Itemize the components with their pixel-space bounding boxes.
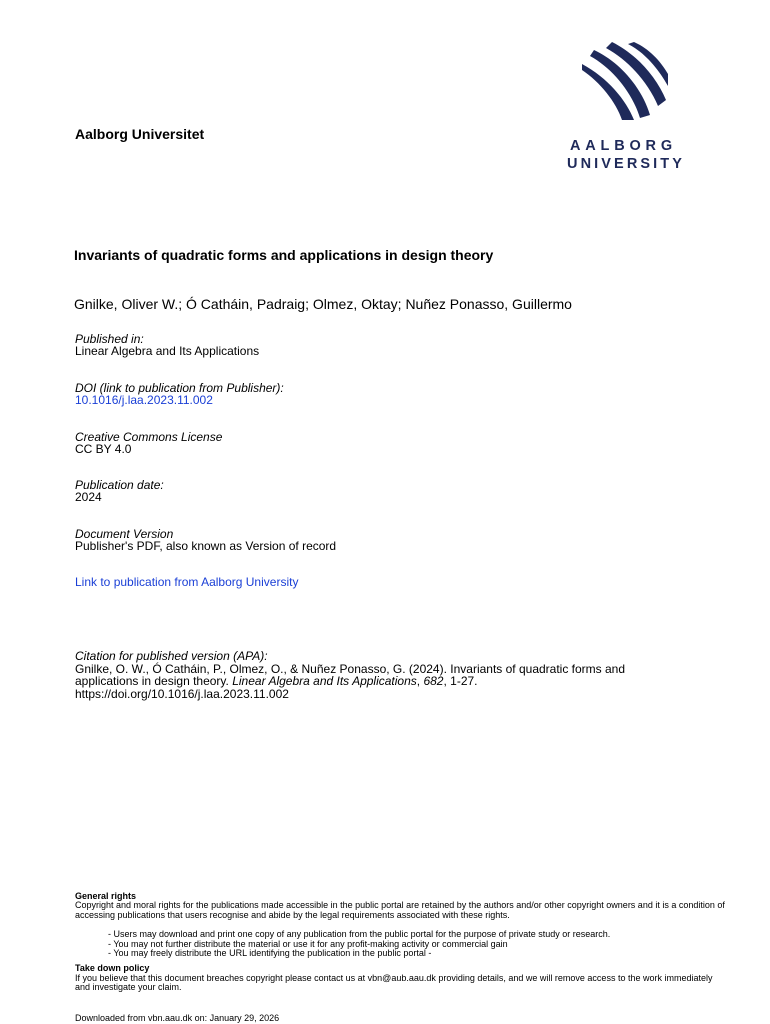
doi-link[interactable]: 10.1016/j.laa.2023.11.002	[75, 393, 213, 407]
rights-list-item: - You may freely distribute the URL identifying the publication in the public portal -	[108, 948, 432, 959]
takedown-text: If you believe that this document breaches copyright please contact us at vbn@aub.aau.dk providing details, and we will remove access to the work immediately and investigate your claim.	[75, 972, 713, 993]
publication-date-value: 2024	[75, 490, 102, 504]
citation-block	[75, 650, 675, 700]
takedown-heading: Take down policy	[75, 963, 150, 974]
license-value: CC BY 4.0	[75, 442, 132, 456]
license-label: Creative Commons License	[75, 430, 223, 444]
citation-label: Citation for published version (APA):	[75, 649, 268, 663]
publication-title: Invariants of quadratic forms and applications in design theory	[74, 247, 494, 263]
logo-wordmark-university: UNIVERSITY	[567, 156, 686, 172]
citation-url: https://doi.org/10.1016/j.laa.2023.11.002	[75, 686, 289, 701]
license-field	[75, 431, 222, 455]
citation-text	[75, 663, 675, 688]
rights-block	[75, 892, 725, 993]
document-version-value: Publisher's PDF, also known as Version of record	[75, 539, 337, 553]
rights-list	[75, 930, 725, 958]
citation-sep: ,	[416, 674, 424, 688]
general-rights-text: Copyright and moral rights for the publications made accessible in the public portal are retained by the authors and/or other copyright owners and it is a condition of accessing publications that users recognise and abide by the legal requirements associated with these rights.	[75, 900, 725, 920]
waves-logo-icon	[582, 42, 668, 120]
institution-name: Aalborg Universitet	[75, 126, 205, 142]
citation-body: Gnilke, O. W., Ó Catháin, P., Olmez, O., & Nuñez Ponasso, G. (2024). Invariants of quadratic forms and applications in design theory.	[75, 661, 626, 688]
citation-pages: , 1-27.	[443, 674, 478, 688]
aalborg-university-logo	[560, 42, 690, 177]
published-in-value: Linear Algebra and Its Applications	[75, 344, 260, 358]
download-footer: Downloaded from vbn.aau.dk on: January 29, 2026	[75, 1013, 280, 1023]
document-version-label: Document Version	[75, 527, 174, 541]
portal-link-field	[75, 576, 298, 588]
doi-field	[75, 382, 284, 406]
publication-date-field	[75, 479, 164, 503]
logo-wordmark-aalborg: AALBORG	[570, 138, 677, 154]
doi-label: DOI (link to publication from Publisher):	[75, 381, 284, 395]
publication-date-label: Publication date:	[75, 478, 164, 492]
published-in-field	[75, 333, 259, 357]
rights-list-item: - You may not further distribute the material or use it for any profit-making activity or commercial gain	[108, 938, 508, 949]
portal-link[interactable]: Link to publication from Aalborg University	[75, 575, 299, 589]
citation-volume: 682	[423, 674, 444, 688]
publication-authors: Gnilke, Oliver W.; Ó Catháin, Padraig; Olmez, Oktay; Nuñez Ponasso, Guillermo	[74, 296, 572, 312]
published-in-label: Published in:	[75, 332, 144, 346]
general-rights-heading: General rights	[75, 891, 137, 901]
rights-list-item: - Users may download and print one copy of any publication from the public portal for the purpose of private study or research.	[108, 929, 611, 940]
citation-journal: Linear Algebra and Its Applications	[232, 674, 417, 688]
document-version-field	[75, 528, 336, 552]
